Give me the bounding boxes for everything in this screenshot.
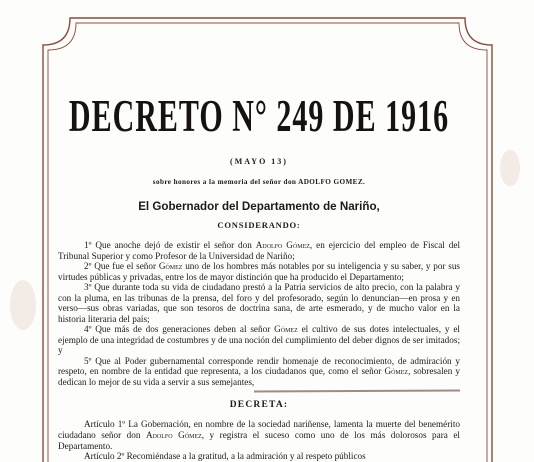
considerando-item: 3º Que durante toda su vida de ciudadano prestó a la Patria servicios de alto precio, con la palabra y con la pluma, en las tribunas de la prensa, del foro y del profesorado, según lo denuncian—en prosa y en verso—sus obras variadas, que son tesoros de doctrina sana, de arte esmerado, y de mucho valor en la historia literaria del país; (58, 282, 460, 324)
paper-stain (500, 150, 520, 186)
considerando-item: 1º Que anoche dejó de existir el señor don Adolfo Gómez, en ejercicio del empleo de Fiscal del Tribunal Superior y como Profesor de la Universidad de Nariño; (58, 240, 460, 261)
decree-title: DECRETO N° 249 DE 1916 (68, 92, 450, 142)
considerando-item: 5º Que al Poder gubernamental corresponde rendir homenaje de reconocimiento, de admiración y respeto, en nombre de la entidad que representa, a los ciudadanos que, como el señor Gómez, sobresalen y dedican lo mejor de su vida a servir a sus semejantes, (58, 355, 460, 387)
decreta-heading: DECRETA: (229, 400, 289, 410)
article-item: Artículo 2º Recomiéndase a la gratitud, a la admiración y al respeto públicos (84, 451, 366, 462)
considerando-item: 4º Que más de dos generaciones deben al señor Gómez el cultivo de sus dotes intelectuales, y el ejemplo de una integridad de costumbres y de una noción del cumplimiento del deber dignos de ser imitados; y (58, 324, 460, 355)
considerando-heading: CONSIDERANDO: (217, 220, 301, 230)
paper-stain (10, 280, 36, 330)
decree-subtitle: sobre honores a la memoria del señor don ADOLFO GOMEZ. (152, 178, 366, 186)
decree-issuer: El Gobernador del Departamento de Nariño, (138, 200, 380, 213)
considerando-list (58, 240, 460, 387)
considerando-item: 2º Que fue el señor Gómez uno de los hombres más notables por su inteligencia y su saber, y por sus virtudes públicas y privadas, entre los de mayor distinción que ha producido el Departamento; (58, 261, 460, 282)
articles-list (58, 419, 460, 462)
article-item: Artículo 1º La Gobernación, en nombre de la sociedad nariñense, lamenta la muerte del benemérito ciudadano señor don Adolfo Gómez, y registra el suceso como uno de los más dolorosos para el Departamento. (58, 419, 460, 451)
decree-date: (MAYO 13) (230, 157, 288, 166)
